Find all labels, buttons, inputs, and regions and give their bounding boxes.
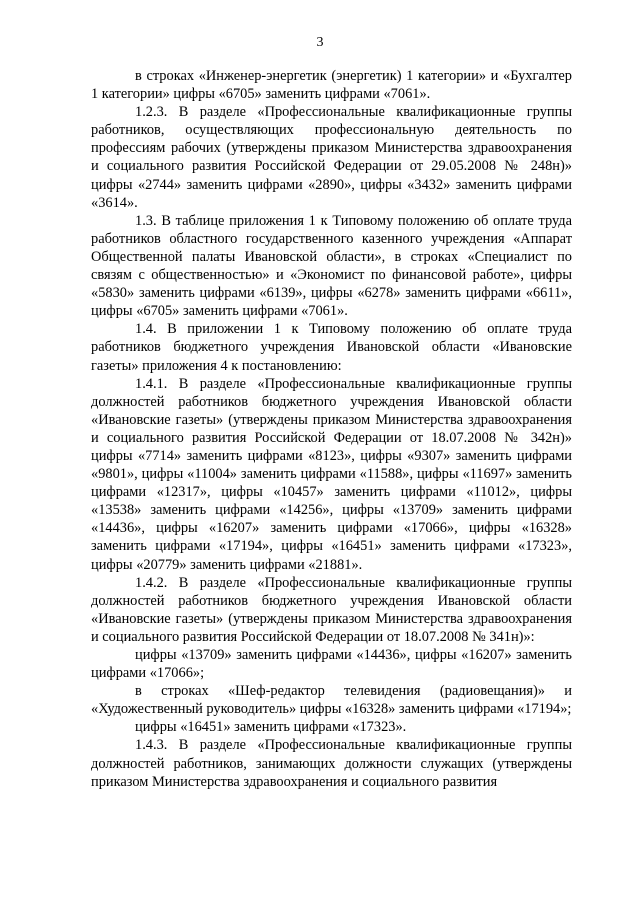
paragraph-1-4-2: 1.4.2. В разделе «Профессиональные квалификационные группы должностей работников бюджетного учреждения Ивановской области «Ивановские газеты» (утверждены приказом Министерства здравоохранения и социального развития Российской Федерации от 18.07.2008 № 341н)»:: [91, 574, 572, 645]
paragraph-1-4: 1.4. В приложении 1 к Типовому положению об оплате труда работников бюджетного учреждения Ивановской области «Ивановские газеты» приложения 4 к постановлению:: [91, 321, 572, 374]
paragraph-1-4-1: 1.4.1. В разделе «Профессиональные квалификационные группы должностей работников бюджетного учреждения Ивановской области «Ивановские газеты» (утверждены приказом Министерства здравоохранения и социального развития Российской Федерации от 18.07.2008 № 342н)» цифры «7714» заменить цифрами «8123», цифры «9307» заменить цифрами «9801», цифры «11004» заменить цифрами «11588», цифры «11697» заменить цифрами «12317», цифры «10457» заменить цифрами «11012», цифры «13538» заменить цифрами «14256», цифры «13709» заменить цифрами «14436», цифры «16207» заменить цифрами «17066», цифры «16328» заменить цифрами «17194», цифры «16451» заменить цифрами «17323», цифры «20779» заменить цифрами «21881».: [91, 375, 572, 573]
paragraph-lines-energetik-accountant: в строках «Инженер-энергетик (энергетик) 1 категории» и «Бухгалтер 1 категории» цифры «6705» заменить цифрами «7061».: [91, 68, 572, 103]
paragraph-1-4-2-item-3: цифры «16451» заменить цифрами «17323».: [135, 719, 407, 736]
paragraph-1-4-3: 1.4.3. В разделе «Профессиональные квалификационные группы должностей работников, занимающих должности служащих (утверждены приказом Министерства здравоохранения и социального развития: [91, 737, 572, 790]
document-body: [91, 67, 572, 791]
paragraph-1-2-3: 1.2.3. В разделе «Профессиональные квалификационные группы работников, осуществляющих профессиональную деятельность по профессиям рабочих (утверждены приказом Министерства здравоохранения и социального развития Российской Федерации от 29.05.2008 № 248н)» цифры «2744» заменить цифрами «2890», цифры «3432» заменить цифрами «3614».: [91, 104, 572, 211]
paragraph-1-4-2-item-1: цифры «13709» заменить цифрами «14436», цифры «16207» заменить цифрами «17066»;: [91, 647, 572, 682]
paragraph-1-4-2-item-2: в строках «Шеф-редактор телевидения (радиовещания)» и «Художественный руководитель» цифры «16328» заменить цифрами «17194»;: [91, 683, 572, 718]
page-number: 3: [316, 35, 324, 50]
paragraph-1-3: 1.3. В таблице приложения 1 к Типовому положению об оплате труда работников областного государственного казенного учреждения «Аппарат Общественной палаты Ивановской области», в строках «Специалист по связям с общественностью» и «Экономист по финансовой работе», цифры «5830» заменить цифрами «6139», цифры «6278» заменить цифрами «6611», цифры «6705» заменить цифрами «7061».: [91, 212, 572, 320]
